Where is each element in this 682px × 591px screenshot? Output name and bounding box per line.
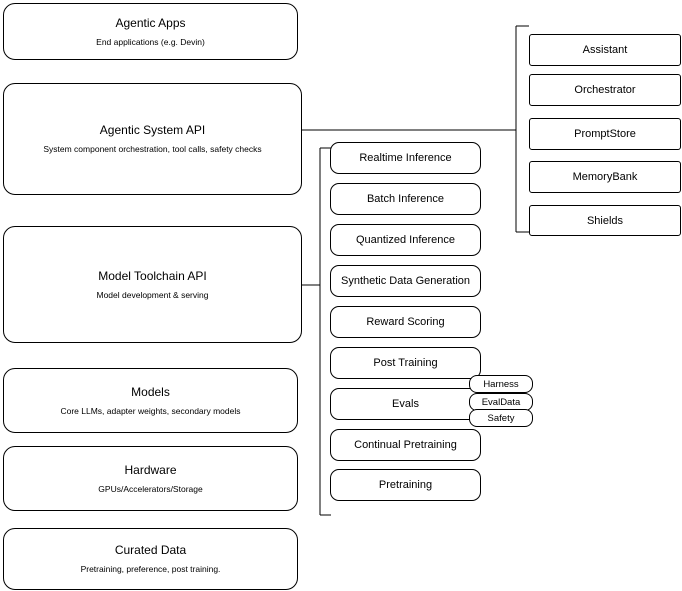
component-label: Continual Pretraining	[354, 439, 457, 451]
layer-subtitle: Model development & serving	[96, 289, 209, 300]
layer-title: Models	[131, 384, 170, 399]
component-quantized-inference[interactable]	[330, 224, 481, 256]
component-memorybank[interactable]	[529, 161, 681, 193]
component-label: Evals	[392, 398, 419, 410]
component-assistant[interactable]	[529, 34, 681, 66]
layer-hardware[interactable]	[3, 446, 298, 511]
component-orchestrator[interactable]	[529, 74, 681, 106]
component-label: Shields	[586, 214, 624, 227]
layer-title: Curated Data	[114, 543, 187, 557]
component-harness[interactable]	[469, 375, 533, 393]
component-label: Realtime Inference	[359, 152, 452, 164]
component-batch-inference[interactable]	[330, 183, 481, 215]
component-promptstore[interactable]	[529, 118, 681, 150]
component-label: Harness	[483, 378, 519, 390]
layer-subtitle: System component orchestration, tool calls, safety checks	[43, 144, 262, 154]
component-label: Synthetic Data Generation	[340, 275, 471, 287]
component-label: Quantized Inference	[355, 234, 456, 246]
layer-subtitle: GPUs/Accelerators/Storage	[98, 483, 203, 494]
component-reward-scoring[interactable]	[330, 306, 481, 338]
component-label: Assistant	[582, 44, 628, 56]
component-label: Post Training	[373, 357, 438, 369]
layer-title: Hardware	[124, 462, 177, 477]
layer-model-toolchain-api[interactable]	[3, 226, 302, 343]
component-shields[interactable]	[529, 205, 681, 236]
component-pretraining[interactable]	[330, 469, 481, 501]
layer-title: Agentic System API	[99, 123, 206, 137]
component-evals[interactable]	[330, 388, 481, 420]
layer-subtitle: Core LLMs, adapter weights, secondary models	[60, 405, 241, 416]
component-label: Reward Scoring	[366, 316, 445, 328]
component-label: Batch Inference	[366, 193, 445, 205]
component-post-training[interactable]	[330, 347, 481, 379]
layer-agentic-system-api[interactable]	[3, 83, 302, 195]
layer-subtitle: Pretraining, preference, post training.	[80, 564, 221, 574]
component-continual-pretraining[interactable]	[330, 429, 481, 461]
component-label: Orchestrator	[574, 84, 636, 96]
component-synthetic-data-generation[interactable]	[330, 265, 481, 297]
component-safety[interactable]	[469, 409, 533, 427]
layer-title: Model Toolchain API	[98, 268, 207, 283]
layer-title: Agentic Apps	[115, 15, 186, 30]
layer-agentic-apps[interactable]	[3, 3, 298, 60]
component-label: Safety	[487, 412, 515, 424]
layer-models[interactable]	[3, 368, 298, 433]
layer-curated-data[interactable]	[3, 528, 298, 590]
component-realtime-inference[interactable]	[330, 142, 481, 174]
component-label: MemoryBank	[572, 171, 638, 183]
component-label: Pretraining	[378, 479, 433, 491]
layer-subtitle: End applications (e.g. Devin)	[96, 36, 205, 47]
component-label: PromptStore	[574, 128, 636, 140]
component-label: EvalData	[481, 396, 521, 408]
